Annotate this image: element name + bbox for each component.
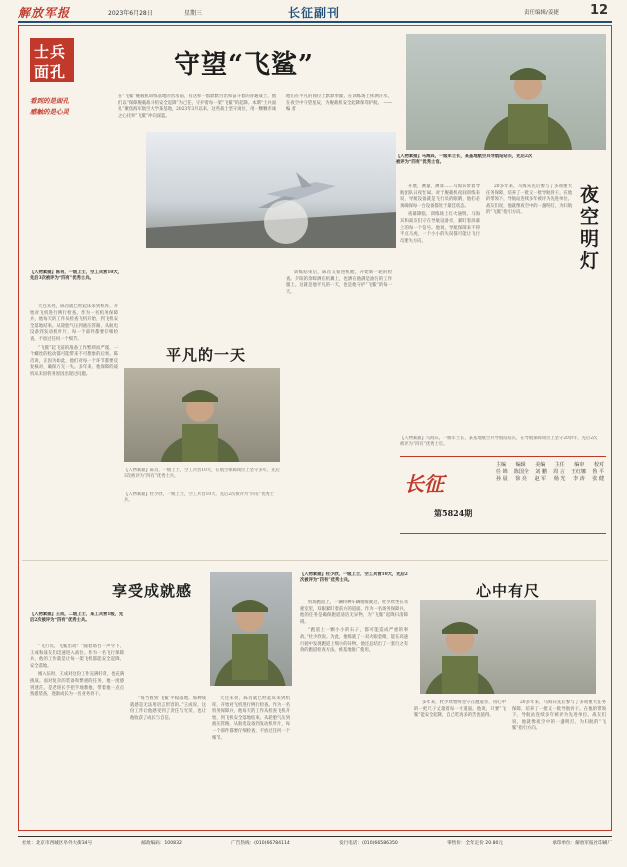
intro-part1: 在“飞鲨”舰载机训练基地的营房前，有这样一群默默付出和奋斗着的普通战士，他们以“保障舰载战斗机安全起降”为己任，守护着每一架“飞鲨”的起降。本期“士兵面孔”聚焦海军航空大学某基地，2023年3月以来，这些战士坚守岗位，用一颗颗赤诚之心托举“飞鲨”冲向深蓝。 — [118, 94, 276, 119]
editor-credit: 责任编辑/姜捷 — [524, 10, 559, 16]
ordinary-para-1: 天还未亮，陈肖就已经起床来到机库，开始对飞机进行例行检查。作为一名机务保障兵，他每天的工作从检查飞机开始，到飞机安全落地结束。从轮胎气压到液压管路，从航电设备到发动机叶片，每一个部件都要仔细检查，不放过任何一个细节。 — [30, 304, 118, 342]
main-title: 守望“飞鲨” — [174, 50, 314, 80]
section-divider — [22, 560, 608, 561]
caption-bottom-left-visible: 【人物素描】王成，二级上士，某工兵营1级，先后2次被评为“四有”优秀士兵。 — [30, 612, 124, 624]
staff-names-row1 — [496, 469, 604, 476]
footer-address: 社址：北京市西城区阜外大街34号 — [22, 841, 93, 846]
badge-slogan-1: 看到的是面孔 — [30, 97, 69, 105]
ruler-text-col2 — [414, 700, 506, 824]
staff-name: 李 涛 — [573, 476, 585, 482]
issue-weekday: 星期三 — [184, 10, 203, 17]
soldier-figure-icon — [406, 34, 606, 150]
staff-label: 主任 — [554, 462, 565, 468]
night-text-col1 — [400, 184, 480, 436]
column-badge — [30, 38, 90, 86]
issue-date: 2023年6月28日 — [108, 10, 153, 17]
night-para-2: 夜幕降临，训练场上灯火通明。马海宾和战友们守在导航设备旁，紧盯着屏幕上的每一个信号。他说，导航保障来不得半点马虎，一个小小的失误都可能让飞行员迷失方向。 — [400, 212, 480, 244]
portrait-top-right — [406, 34, 606, 150]
portrait-bottom-right — [420, 600, 596, 694]
page-number: 12 — [590, 3, 609, 18]
achievement-para-3: “每当看到‘飞鲨’平稳落地，那种成就感是无法用语言形容的。”王成说，这份工作让他感受到了责任与光荣，也让他收获了成长与自信。 — [130, 696, 206, 721]
achievement-text-col3 — [212, 696, 290, 824]
intro-signature: ——编 者 — [286, 100, 392, 113]
changzheng-box — [400, 456, 606, 532]
newspaper-logo: 解放军报 — [18, 6, 71, 20]
staff-name: 孙 晨 — [496, 476, 508, 482]
intro-part2: 他们在平凡的岗位上默默奉献，在训练场上挥洒汗水，在夜空中守望星辰，为舰载机安全起降保驾护航。 — [286, 94, 392, 106]
caption-bottom-right: 【人物素描】杜少欣，一级上士，空工兵营10大，先后2次被评为“四有”优秀士兵。 — [300, 572, 408, 584]
ordinary-para-3: 训练结束后，陈肖又钻进机舱，开始新一轮的检查。夕阳的余晖洒在机翼上，也洒在他满是油污的工作服上。这就是他平凡的一天，也是他守护“飞鲨”的每一天。 — [286, 270, 392, 295]
intro-text-right — [286, 94, 392, 124]
staff-name: 周 言 — [553, 469, 565, 475]
soldier-figure-icon — [124, 368, 280, 462]
night-text-col2 — [486, 184, 572, 436]
changzheng-issue: 第5824期 — [434, 508, 473, 518]
ordinary-text-col2 — [286, 270, 392, 556]
ruler-para-4: 20多年来，马海宾先后参与了多项重大任务保障，培养了一批又一批导航骨干。在他的带领下，导航站连续多年被评为先进单位。战友们说，他就像夜空中的一盏明灯，为归航的“飞鲨”指引方向。 — [512, 700, 606, 732]
section-title: 长征副刊 — [288, 6, 341, 20]
achievement-text-col2 — [130, 696, 206, 824]
staff-name: 徐 亮 — [515, 476, 527, 482]
soldier-figure-icon — [420, 600, 596, 694]
section-title-night: 夜空明灯 — [580, 184, 600, 272]
ordinary-para-2: “飞鲨”起飞前的准备工作繁琐而严谨，一个螺丝的松动都可能带来不可想象的后果。陈肖说，正因为如此，他们对每一个环节都要反复核对，确保万无一失。多年来，他保障的战机从未因机务原因出现过问题。 — [30, 345, 118, 377]
changzheng-logo: 长征 — [404, 472, 444, 496]
ordinary-text-col1 — [30, 304, 118, 554]
staff-label: 美编 — [535, 462, 546, 468]
ruler-text-col1 — [300, 600, 408, 824]
portrait-bottom-left — [210, 572, 292, 686]
footer-ad-phone: 广告热线：(010)66784114 — [231, 841, 290, 846]
section-title-achievement: 享受成就感 — [112, 582, 193, 600]
staff-name: 张 健 — [592, 476, 604, 482]
staff-label: 校对 — [593, 462, 604, 468]
achievement-para-2: 刚入伍时，王成对这份工作充满好奇，也充满挑战。面对复杂的装备和繁重的任务，他一度感到迷茫。是老班长手把手地教他，带着他一点点熟悉装备，逐渐成长为一名业务骨干。 — [30, 672, 124, 698]
section-title-ruler: 心中有尺 — [476, 582, 541, 600]
staff-grid — [496, 462, 604, 483]
masthead-rule — [18, 21, 612, 23]
carrier-jet-icon — [146, 132, 396, 248]
staff-names-row2 — [496, 476, 604, 483]
staff-name: 王红娜 — [571, 469, 587, 475]
footer-postcode: 邮政编码：100832 — [141, 841, 182, 846]
portrait-mid-left — [124, 368, 280, 462]
staff-name: 鲁 平 — [592, 469, 604, 475]
staff-label: 编审 — [574, 462, 585, 468]
badge-slogan-2: 感触的是心灵 — [30, 108, 69, 116]
caption-night-inline: 【人物素描】马海宾，一级军士长，某基地航空兵导航站站长，在导航保障岗位上坚守20余年，先后2次被评为“四有”优秀士官。 — [400, 436, 598, 448]
achievement-text-col1 — [30, 644, 124, 824]
staff-label: 编辑 — [515, 462, 526, 468]
footer — [22, 840, 612, 850]
staff-name: 陈国全 — [513, 469, 529, 475]
ruler-para-1: 机场跑道上，一辆特种车辆缓缓驶过。杜少欣坐在驾驶室里，双眼紧盯着前方的道面。作为一名场务保障兵，他的任务是确保跑道清洁无异物，为“飞鲨”起降扫清障碍。 — [300, 600, 408, 625]
staff-name: 杨 光 — [553, 476, 566, 482]
badge-line2: 面孔 — [34, 63, 67, 81]
caption-ruler-inline: 【人物素描】杜少欣，一级上士，空工兵营10大，先后2次被评为“四有”优秀士兵。 — [124, 492, 275, 504]
caption-top-right: 【人物素描】马海宾，一级军士长，某基地航空兵导航站站长，先后2次被评为“四有”优秀士官。 — [396, 154, 533, 166]
footer-printer: 承印单位：解放军报社印刷厂 — [552, 841, 612, 846]
badge-line1: 士兵 — [34, 43, 67, 61]
caption-ordinary-inline: 【人物素描】陈肖，一级上士，空工兵营10大，在航空保障岗位上坚守多年，先后3次被评为“四有”优秀士兵。 — [124, 468, 280, 480]
jet-photo — [146, 132, 396, 248]
staff-name: 任 锦 — [496, 469, 508, 475]
soldier-figure-icon — [210, 572, 292, 686]
night-para-1: 开展，测量、测算……马海宾带着导航团队日夜忙碌。对于舰载机夜间训练来说，导航设备就是飞行员的眼睛，他们必须确保每一台设备都处于最佳状态。 — [400, 184, 480, 209]
ruler-text-col3 — [512, 700, 606, 824]
intro-text-left — [118, 94, 276, 124]
staff-name: 刘 鹏 — [535, 469, 547, 475]
staff-labels — [496, 462, 604, 469]
achievement-para-1: “飞行员，飞鲨出动！”随着塔台一声令下，王成和战友们迅速进入战位。作为一名飞行保障兵，他的工作就是让每一架飞机都能安全起降、安全落地。 — [30, 644, 124, 669]
ruler-para-2: “跑道上一颗小小的石子，都可能造成严重的事故。”杜少欣说。为此，他练就了一双火眼金睛，能在高速行驶中发现跑道上细小的异物。他还总结出了一套行之有效的跑道检查方法，被基地推广使用。 — [300, 628, 408, 654]
footer-rule — [18, 836, 612, 837]
masthead — [18, 4, 612, 20]
staff-label: 主编 — [496, 462, 507, 468]
night-para-3: 20多年来，马海宾先后参与了多项重大任务保障，培养了一批又一批导航骨干。在他的带领下，导航站连续多年被评为先进单位。战友们说，他就像夜空中的一盏明灯，为归航的“飞鲨”指引方向。 — [486, 184, 572, 216]
section-title-ordinary: 平凡的一天 — [166, 346, 247, 364]
ruler-para-3: 多年来，杜少欣始终坚守在跑道旁，用心中的一把尺子丈量着每一寸道面。他说，只要“飞鲨”能安全起降，自己吃再多的苦也值得。 — [414, 700, 506, 719]
caption-mid-left: 【人物素描】陈肖，一级上士，空工兵营10大，先后3次被评为“四有”优秀士兵。 — [30, 270, 122, 282]
staff-name: 赵 军 — [534, 476, 547, 482]
footer-price: 零售价：全年定价 20.80元 — [447, 841, 504, 846]
achievement-para-4: 天还未亮，陈肖就已经起床来到机库，开始对飞机进行例行检查。作为一名机务保障兵，他每天的工作从检查飞机开始，到飞机安全落地结束。从轮胎气压到液压管路，从航电设备到发动机叶片，每一个部件都要仔细检查，不放过任何一个细节。 — [212, 696, 290, 741]
footer-distribution: 发行电话：(010)66586350 — [339, 841, 398, 846]
